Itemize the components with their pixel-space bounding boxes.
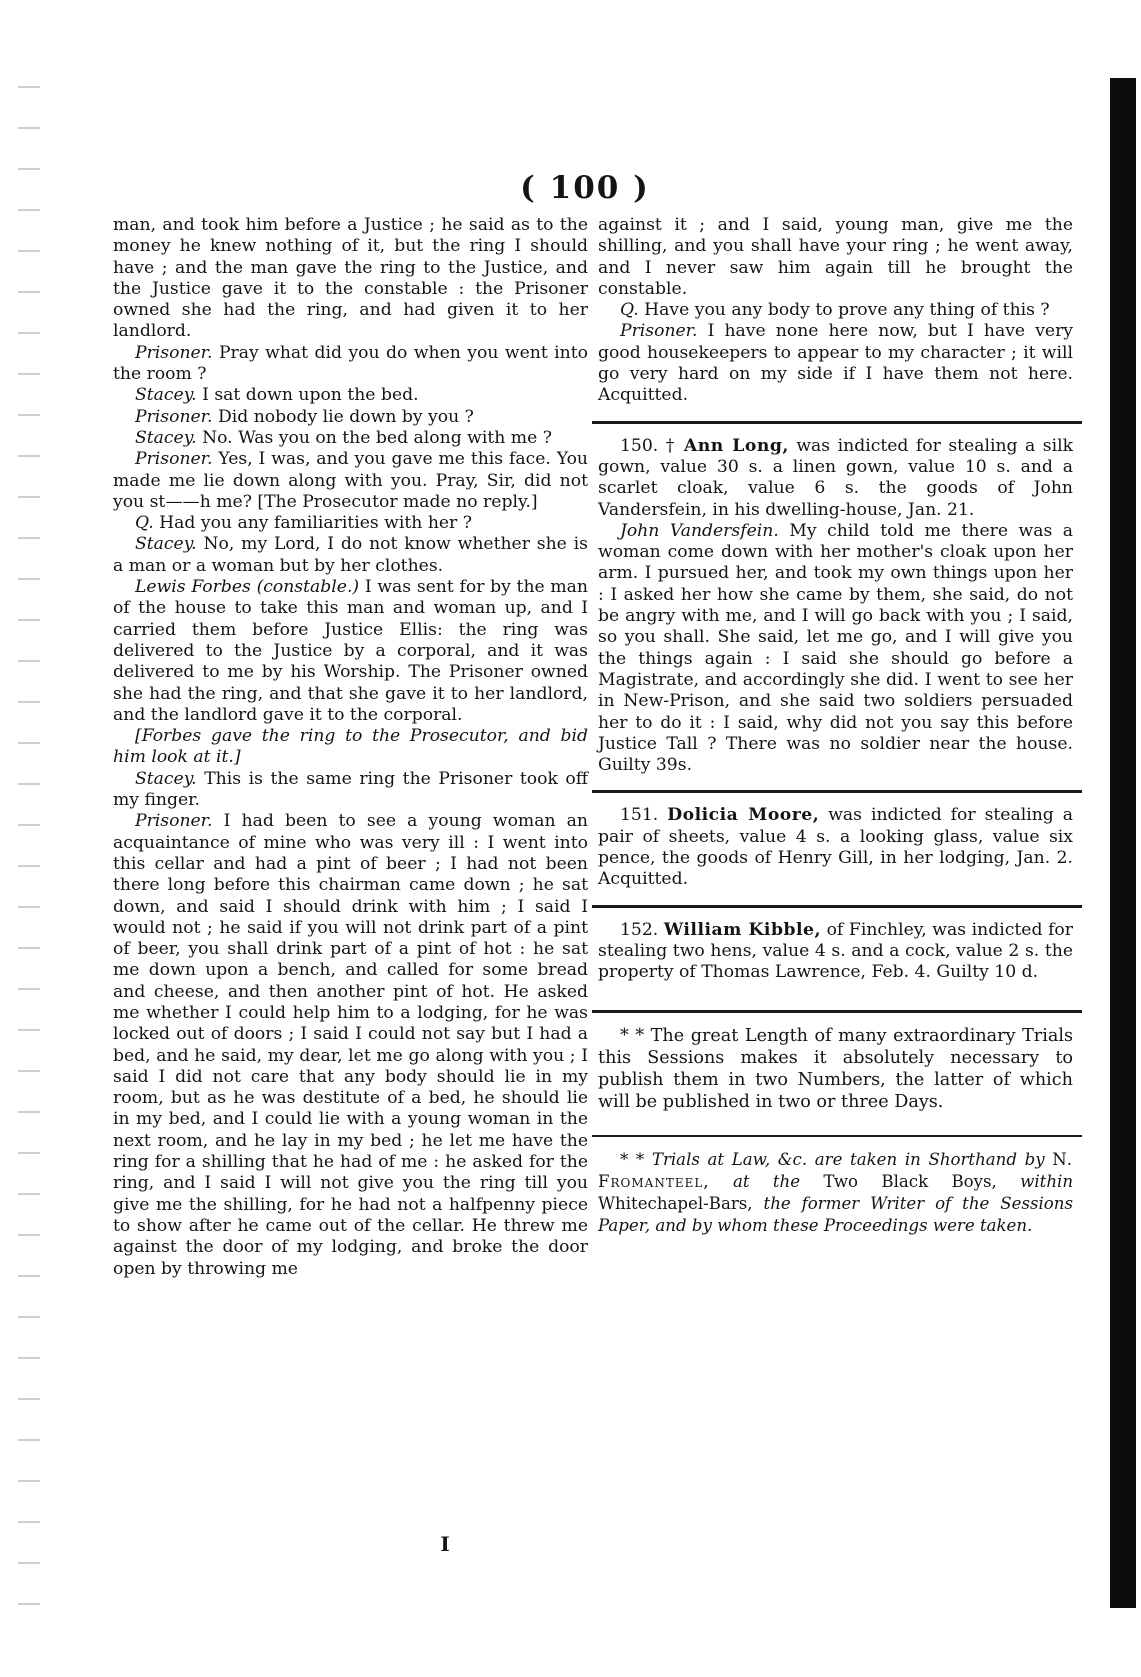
trial-number: 150. †: [620, 435, 677, 456]
printer-imprint: [598, 1149, 1073, 1237]
paragraph: against it ; and I said, young man, give me the shilling, and you shall have your ring ; he went away, and I never saw him again till he brought the constable.: [598, 215, 1073, 299]
right-column: [598, 215, 1073, 1237]
speaker: Prisoner.: [620, 321, 698, 342]
speech: This is the same ring the Prisoner took off my finger.: [113, 768, 588, 811]
notice-text: * * The great Length of many extraordinary Trials this Sessions makes it absolutely necessary to publish them in two Numbers, the latter of which will be published in two or three Days.: [598, 1025, 1073, 1112]
section-rule: [592, 1010, 1082, 1013]
speaker: Stacey.: [135, 385, 197, 406]
speech: No. Was you on the bed along with me ?: [202, 427, 552, 448]
section-rule: [592, 1135, 1082, 1137]
page-left-edge-shadow: [18, 60, 40, 1640]
testimony-line: [598, 521, 1073, 777]
speech: Pray what did you do when you went into the room ?: [113, 342, 588, 385]
testimony-line: [113, 534, 588, 577]
testimony-line: [113, 385, 588, 406]
speech: Had you any familiarities with her ?: [159, 513, 472, 534]
imprint-lead: * * Trials at Law, &c. are taken in Shorthand by: [620, 1149, 1045, 1169]
trial-entry: [598, 436, 1073, 777]
printer-sign: Two Black Boys,: [823, 1171, 997, 1191]
testimony-line: [113, 811, 588, 1280]
speaker: Stacey.: [135, 427, 197, 448]
testimony-line: [113, 428, 588, 449]
trial-number: 151.: [620, 805, 659, 826]
speaker: Q.: [620, 300, 639, 321]
page-right-edge-shadow: [1110, 78, 1136, 1608]
testimony-line: [113, 513, 588, 534]
trial-entry: [598, 805, 1073, 890]
speech: My child told me there was a woman come down with her mother's cloak upon her arm. I pursued her, and took my own things upon her : I asked her how she came by them, she said, do not be angry with me, and I will go back with you ; I said, so you shall. She said, let me go, and I will give you the things again : I said she should go before a Magistrate, and accordingly she did. I went to see her in New-Prison, and she said two soldiers persuaded her to do it : I said, why did not you say this before Justice Tall ? There was no soldier near the house. Guilty 39s.: [598, 520, 1074, 776]
speech: I sat down upon the bed.: [202, 385, 419, 406]
speaker: Prisoner.: [135, 342, 213, 363]
imprint-at: at the: [732, 1171, 801, 1191]
speech: Have you any body to prove any thing of this ?: [644, 300, 1050, 321]
defendant-name: Dolicia Moore,: [667, 805, 820, 826]
trial-entry: [598, 920, 1073, 984]
defendant-name: William Kibble,: [663, 919, 821, 940]
speech: I had been to see a young woman an acquaintance of mine who was very ill : I went into this cellar and had a pint of beer ; I had not been there long before this chairman came down ; he sat down, and said I should drink with him ; I said I would not ; he said if you will not drink part of a pint of beer, you shall drink part of a pint of hot : he sat me down upon a bench, and called for some bread and cheese, and then another pint of hot. He asked me whether I could help him to a lodging, for he was locked out of doors ; I said I could not say but I had a bed, and he said, my dear, let me go along with you ; I said I did not care that any body should lie in my room, but as he was destitute of a bed, he should lie in my bed, and I could lie with a young woman in the next room, and he lay in my bed ; he let me have the ring for a shilling that he had of me : he asked for the ring, and I said I will not give you the ring till you give me the shilling, for he had not a halfpenny piece to show after he came out of the cellar. He threw me against the door of my lodging, and broke the door open by throwing me: [113, 811, 588, 1279]
testimony-line: [113, 449, 588, 513]
section-rule: [592, 421, 1082, 424]
stage-direction: [Forbes gave the ring to the Prosecutor, and bid him look at it.]: [113, 726, 588, 768]
speaker: John Vandersfein.: [620, 520, 779, 541]
imprint-text: [598, 1149, 1073, 1237]
speaker: Prisoner.: [135, 811, 213, 832]
testimony-line: [113, 407, 588, 428]
indictment: [598, 805, 1073, 890]
testimony-line: [598, 300, 1073, 321]
printer-location: Whitechapel-Bars,: [598, 1193, 753, 1213]
indictment: [598, 436, 1073, 521]
publication-notice: [598, 1025, 1073, 1113]
indictment-text: of Finchley, was indicted for stealing two hens, value 4 s. and a cock, value 2 s. the property of Thomas Lawrence, Feb. 4. Guilty 10 d.: [598, 919, 1073, 983]
page-number: ( 100 ): [520, 170, 650, 206]
speaker: Stacey.: [135, 768, 197, 789]
left-column: [113, 215, 588, 1280]
speaker: Prisoner.: [135, 449, 213, 470]
signature-mark: I: [440, 1532, 450, 1556]
speaker: Lewis Forbes (constable.): [135, 577, 360, 598]
speaker: Q.: [135, 513, 154, 534]
testimony-line: [113, 577, 588, 726]
imprint-within: within: [1020, 1171, 1074, 1191]
indictment-text: was indicted for stealing a silk gown, value 30 s. a linen gown, value 10 s. and a scarlet cloak, value 6 s. the goods of John Vandersfein, in his dwelling-house, Jan. 21.: [598, 435, 1074, 520]
indictment: [598, 920, 1073, 984]
indictment-text: was indicted for stealing a pair of sheets, value 4 s. a looking glass, value six pence, the goods of Henry Gill, in her lodging, Jan. 2. Acquitted.: [598, 805, 1073, 890]
speech: Did nobody lie down by you ?: [217, 406, 474, 427]
speech: I was sent for by the man of the house to take this man and woman up, and I carried them before Justice Ellis: the ring was delivered to the Justice by a corporal, and it was delivered to me by his Worship. The Prisoner owned she had the ring, and that she gave it to her landlord, and the landlord gave it to the corporal.: [113, 577, 588, 725]
speech: No, my Lord, I do not know whether she is a man or a woman but by her clothes.: [113, 534, 588, 576]
paragraph: man, and took him before a Justice ; he said as to the money he knew nothing of it, but the ring I should have ; and the man gave the ring to the Justice, and the Justice gave it to the constable : the Prisoner owned she had the ring, and had given it to her landlord.: [113, 215, 588, 342]
speech: I have none here now, but I have very good housekeepers to appear to my character ; it will go very hard on my side if I have them not here. Acquitted.: [598, 321, 1073, 406]
section-rule: [592, 790, 1082, 793]
testimony-line: [598, 321, 1073, 406]
imprint-tail: the former Writer of the Sessions Paper, and by whom these Proceedings were taken.: [598, 1193, 1073, 1235]
trial-number: 152.: [620, 919, 659, 940]
defendant-name: Ann Long,: [683, 435, 789, 456]
testimony-line: [113, 343, 588, 386]
speech: Yes, I was, and you gave me this face. You made me lie down along with you. Pray, Sir, did not you st——h me? [The Prosecutor made no reply.]: [113, 449, 588, 512]
speaker: Stacey.: [135, 534, 197, 555]
testimony-line: [113, 769, 588, 812]
printer-name: N. Fromanteel,: [598, 1149, 1073, 1191]
speaker: Prisoner.: [135, 406, 213, 427]
section-rule: [592, 905, 1082, 908]
